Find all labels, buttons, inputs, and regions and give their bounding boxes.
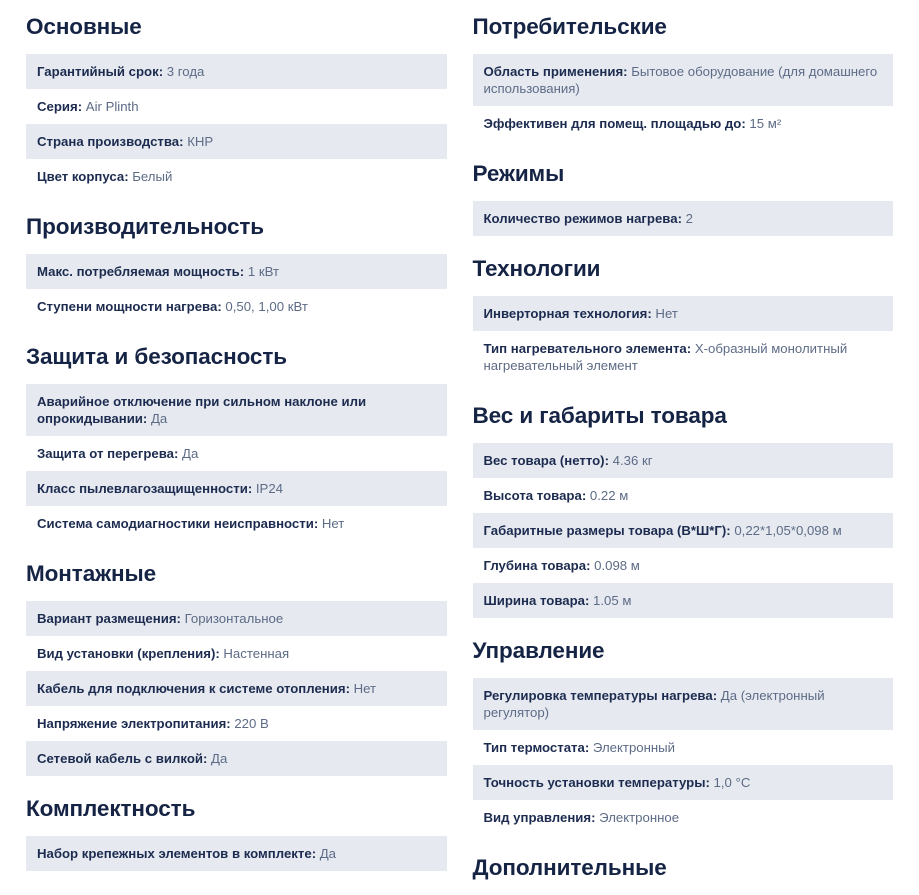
spec-group-title-защита-и-безопасность: Защита и безопасность [26, 344, 287, 369]
spec-row [26, 159, 447, 194]
spec-separator: : [77, 99, 86, 114]
spec-separator: : [726, 523, 735, 538]
spec-row [473, 765, 894, 800]
specs-column-right [460, 0, 908, 895]
spec-label: Эффективен для помещ. площадью до [483, 116, 742, 131]
spec-value: 220 В [234, 716, 269, 731]
spec-group-rows [473, 678, 894, 835]
spec-group-title-потребительские: Потребительские [472, 14, 667, 39]
spec-separator: : [581, 488, 590, 503]
spec-label: Гарантийный срок [37, 64, 159, 79]
spec-row [473, 331, 894, 383]
spec-group-rows [473, 201, 894, 236]
spec-separator: : [647, 306, 656, 321]
spec-row [473, 54, 894, 106]
spec-value: 1,0 °C [713, 775, 751, 790]
spec-label: Цвет корпуса [37, 169, 125, 184]
spec-row [473, 443, 894, 478]
spec-value: Да [150, 411, 168, 426]
spec-value: Горизонтальное [184, 611, 284, 626]
spec-label: Высота товара [483, 488, 582, 503]
spec-row [26, 471, 447, 506]
spec-group-title-монтажные: Монтажные [26, 561, 156, 586]
spec-separator: : [239, 264, 248, 279]
spec-group-title-управление: Управление [472, 638, 605, 663]
spec-separator: : [584, 740, 593, 755]
spec-group-title-основные: Основные [26, 14, 142, 39]
spec-group [26, 194, 447, 324]
spec-separator: : [584, 593, 594, 608]
spec-row [473, 800, 894, 835]
spec-group [473, 0, 894, 141]
spec-separator: : [158, 64, 167, 79]
spec-separator: : [586, 558, 595, 573]
spec-separator: : [124, 169, 133, 184]
spec-row [26, 636, 447, 671]
spec-group-rows [26, 254, 447, 324]
spec-separator: : [247, 481, 256, 496]
spec-value: Да (электронный регулятор) [483, 688, 825, 720]
spec-value: X-образный монолитный нагревательный элемент [483, 341, 848, 373]
spec-label: Класс пылевлагозащищенности [37, 481, 248, 496]
spec-value: Да [211, 751, 228, 766]
spec-row [473, 678, 894, 730]
spec-value: КНР [187, 134, 214, 149]
spec-separator: : [226, 716, 235, 731]
spec-separator: : [591, 810, 600, 825]
spec-group [26, 324, 447, 541]
spec-label: Аварийное отключение при сильном наклоне или опрокидывании [37, 394, 367, 426]
spec-separator: : [345, 681, 354, 696]
spec-separator: : [217, 299, 226, 314]
spec-value: 0.22 м [589, 488, 629, 503]
spec-value: 0.098 м [594, 558, 640, 573]
spec-value: 15 м² [749, 116, 782, 131]
spec-row [473, 201, 894, 236]
spec-row [26, 436, 447, 471]
spec-label: Количество режимов нагрева [483, 211, 678, 226]
spec-separator: : [179, 134, 188, 149]
spec-label: Габаритные размеры товара (В*Ш*Г) [483, 523, 727, 538]
spec-row [26, 601, 447, 636]
spec-group [473, 835, 894, 895]
spec-value: Белый [132, 169, 173, 184]
spec-value: Электронное [599, 810, 680, 825]
spec-group [473, 618, 894, 835]
spec-group [473, 236, 894, 383]
spec-separator: : [712, 688, 721, 703]
spec-value: IP24 [255, 481, 284, 496]
spec-label: Система самодиагностики неисправности [37, 516, 314, 531]
spec-label: Глубина товара [483, 558, 587, 573]
spec-group-rows [473, 443, 894, 618]
spec-row [26, 384, 447, 436]
spec-label: Вид управления [483, 810, 592, 825]
spec-separator: : [215, 646, 224, 661]
spec-label: Область применения [483, 64, 624, 79]
spec-label: Ступени мощности нагрева [37, 299, 218, 314]
spec-row [26, 671, 447, 706]
spec-row [473, 583, 894, 618]
spec-group-rows [26, 54, 447, 194]
spec-separator: : [741, 116, 750, 131]
spec-row [26, 124, 447, 159]
spec-group-title-производительность: Производительность [26, 214, 265, 239]
spec-group-rows [26, 384, 447, 541]
spec-value: Нет [655, 306, 678, 321]
spec-group-title-технологии: Технологии [472, 256, 601, 281]
spec-label: Вес товара (нетто) [483, 453, 605, 468]
spec-value: 1 кВт [247, 264, 280, 279]
spec-separator: : [173, 446, 183, 461]
spec-row [473, 296, 894, 331]
spec-row [26, 706, 447, 741]
spec-value: 2 [685, 211, 693, 226]
spec-label: Тип нагревательного элемента [483, 341, 687, 356]
spec-label: Макс. потребляемая мощность [37, 264, 240, 279]
spec-label: Напряжение электропитания [37, 716, 227, 731]
spec-value: Air Plinth [85, 99, 139, 114]
spec-value: 0,22*1,05*0,098 м [734, 523, 842, 538]
spec-row [26, 836, 447, 871]
spec-value: Бытовое оборудование (для домашнего использования) [483, 64, 878, 96]
spec-separator: : [623, 64, 632, 79]
spec-group-rows [473, 296, 894, 383]
spec-separator: : [604, 453, 613, 468]
spec-row [473, 106, 894, 141]
spec-group [473, 141, 894, 236]
spec-group-rows [473, 54, 894, 141]
spec-group-title-режимы: Режимы [472, 161, 565, 186]
spec-label: Точность установки температуры [483, 775, 706, 790]
spec-label: Сетевой кабель с вилкой [37, 751, 203, 766]
spec-row [473, 730, 894, 765]
spec-value: Нет [321, 516, 345, 531]
spec-row [26, 506, 447, 541]
spec-group [26, 541, 447, 776]
spec-label: Регулировка температуры нагрева [483, 688, 713, 703]
spec-separator: : [311, 846, 320, 861]
spec-group-rows [26, 601, 447, 776]
spec-group [26, 0, 447, 194]
spec-row [26, 289, 447, 324]
spec-label: Набор крепежных элементов в комплекте [37, 846, 312, 861]
spec-value: Да [319, 846, 337, 861]
spec-separator: : [202, 751, 212, 766]
spec-separator: : [705, 775, 714, 790]
spec-separator: : [176, 611, 185, 626]
spec-value: Электронный [592, 740, 676, 755]
spec-label: Вариант размещения [37, 611, 177, 626]
spec-value: 1.05 м [593, 593, 632, 608]
spec-value: Да [182, 446, 199, 461]
spec-row [26, 741, 447, 776]
spec-separator: : [313, 516, 322, 531]
spec-group-title-дополнительные: Дополнительные [472, 855, 667, 880]
spec-row [473, 478, 894, 513]
spec-label: Страна производства [37, 134, 180, 149]
specs-column-left [12, 0, 460, 871]
spec-row [26, 54, 447, 89]
spec-label: Вид установки (крепления) [37, 646, 216, 661]
spec-value: Нет [353, 681, 377, 696]
spec-value: 0,50, 1,00 кВт [225, 299, 308, 314]
spec-separator: : [142, 411, 151, 426]
spec-label: Кабель для подключения к системе отопления [37, 681, 346, 696]
spec-value: 3 года [166, 64, 205, 79]
spec-group [26, 776, 447, 871]
spec-label: Инверторная технология [483, 306, 648, 321]
spec-row [26, 89, 447, 124]
spec-value: 4.36 кг [612, 453, 653, 468]
spec-separator: : [686, 341, 695, 356]
spec-row [26, 254, 447, 289]
spec-row [473, 513, 894, 548]
spec-value: Настенная [223, 646, 290, 661]
spec-group [473, 383, 894, 618]
spec-label: Ширина товара [483, 593, 585, 608]
spec-separator: : [677, 211, 686, 226]
spec-group-rows [26, 836, 447, 871]
spec-group-title-комплектность: Комплектность [26, 796, 196, 821]
spec-row [473, 548, 894, 583]
spec-group-title-вес-и-габариты-товара: Вес и габариты товара [472, 403, 727, 428]
spec-label: Тип термостата [483, 740, 585, 755]
spec-label: Серия [37, 99, 78, 114]
spec-label: Защита от перегрева [37, 446, 174, 461]
